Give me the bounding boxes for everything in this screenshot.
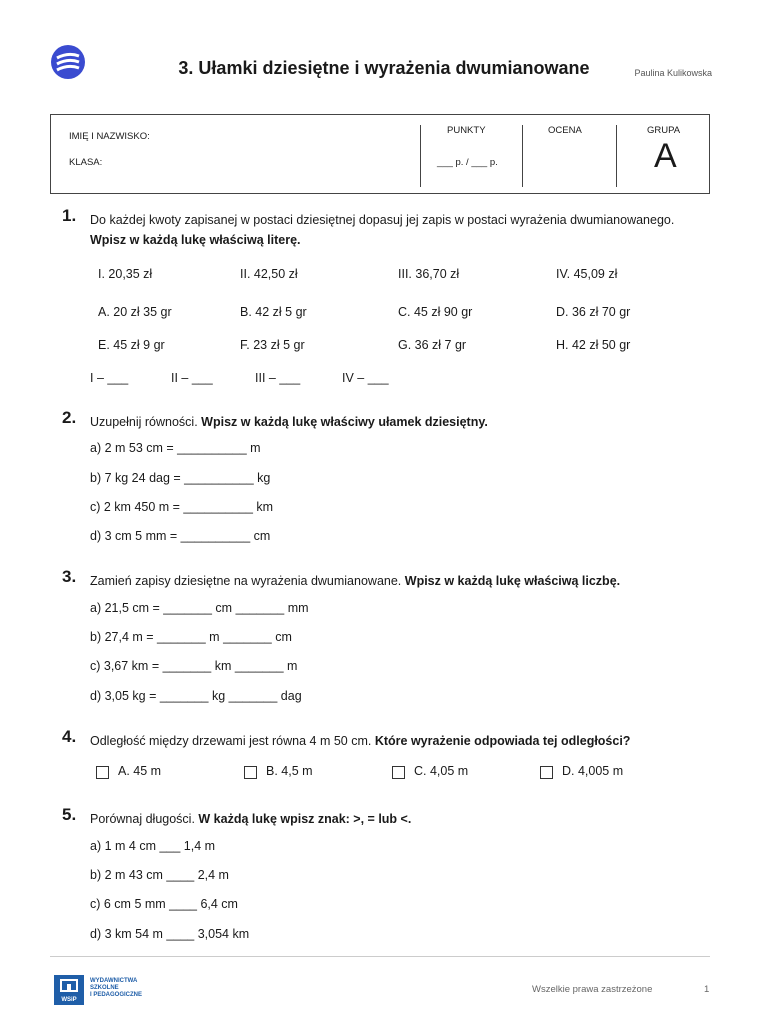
option-label: A. 45 m [118,764,162,778]
checkbox-option-c[interactable] [392,766,405,779]
publisher-name: WYDAWNICTWA SZKOLNE I PEDAGOGICZNE [90,978,143,998]
group-value: A [654,137,677,175]
copyright-text: Wszelkie prawa zastrzeżone [532,984,653,995]
fill-item[interactable]: a) 1 m 4 cm ___ 1,4 m [90,839,216,853]
fill-item[interactable]: b) 2 m 43 cm ____ 2,4 m [90,868,229,882]
points-label: PUNKTY [447,125,486,136]
page-title: 3. Ułamki dziesiętne i wyrażenia dwumianowane [178,58,590,78]
points-value[interactable]: ___ p. / ___ p. [437,157,498,168]
amount-item: I. 20,35 zł [98,267,153,281]
question-number: 1. [62,206,77,225]
question-text: Porównaj długości. W każdą lukę wpisz znak: >, = lub <. [90,812,412,826]
option-label: B. 4,5 m [266,764,313,778]
answer-blank[interactable]: II – ___ [171,371,213,385]
student-info-box [50,114,710,194]
question-number: 4. [62,727,77,746]
fill-item[interactable]: c) 2 km 450 m = __________ km [90,500,274,514]
amount-item: II. 42,50 zł [240,267,298,281]
answer-blank[interactable]: IV – ___ [342,371,389,385]
fill-item[interactable]: b) 27,4 m = _______ m _______ cm [90,630,292,644]
option-label: C. 4,05 m [414,764,469,778]
question-text: Do każdej kwoty zapisanej w postaci dziesiętnej dopasuj jej zapis w postaci wyrażenia dwumianowanego. Wpisz w każdą lukę właściwą literę. [90,213,675,247]
option-item: G. 36 zł 7 gr [398,338,467,352]
checkbox-option-d[interactable] [540,766,553,779]
question-text: Odległość między drzewami jest równa 4 m 50 cm. Które wyrażenie odpowiada tej odległości? [90,734,631,748]
question-number: 3. [62,567,77,586]
question-text: Uzupełnij równości. Wpisz w każdą lukę właściwy ułamek dziesiętny. [90,415,488,429]
fill-item[interactable]: d) 3,05 kg = _______ kg _______ dag [90,689,302,703]
option-item: C. 45 zł 90 gr [398,305,473,319]
page-number: 1 [704,984,710,995]
amount-item: IV. 45,09 zł [556,267,618,281]
option-item: E. 45 zł 9 gr [98,338,165,352]
option-label: D. 4,005 m [562,764,624,778]
fill-item[interactable]: b) 7 kg 24 dag = __________ kg [90,471,271,485]
fill-item[interactable]: c) 6 cm 5 mm ____ 6,4 cm [90,897,238,911]
answer-blank[interactable]: III – ___ [255,371,301,385]
checkbox-option-b[interactable] [244,766,257,779]
class-label: KLASA: [69,157,103,168]
answer-blank[interactable]: I – ___ [90,371,129,385]
option-item: D. 36 zł 70 gr [556,305,631,319]
fill-item[interactable]: a) 21,5 cm = _______ cm _______ mm [90,601,309,615]
option-item: F. 23 zł 5 gr [240,338,305,352]
option-item: A. 20 zł 35 gr [98,305,172,319]
question-text: Zamień zapisy dziesiętne na wyrażenia dwumianowane. Wpisz w każdą lukę właściwą liczbę. [90,574,621,588]
divider [522,125,523,187]
option-item: B. 42 zł 5 gr [240,305,307,319]
author-name: Paulina Kulikowska [634,68,712,78]
footer-divider [50,956,710,957]
option-item: H. 42 zł 50 gr [556,338,631,352]
publisher-logo-icon [54,975,84,1005]
fill-item[interactable]: d) 3 cm 5 mm = __________ cm [90,529,271,543]
amount-item: III. 36,70 zł [398,267,460,281]
divider [616,125,617,187]
question-number: 2. [62,408,77,427]
name-label: IMIĘ I NAZWISKO: [69,131,150,142]
fill-item[interactable]: c) 3,67 km = _______ km _______ m [90,659,298,673]
publisher-short-name: WSiP [61,997,77,1003]
question-number: 5. [62,805,77,824]
divider [420,125,421,187]
grade-label: OCENA [548,125,582,136]
checkbox-option-a[interactable] [96,766,109,779]
fill-item[interactable]: d) 3 km 54 m ____ 3,054 km [90,927,250,941]
fill-item[interactable]: a) 2 m 53 cm = __________ m [90,441,261,455]
group-label: GRUPA [647,125,681,136]
